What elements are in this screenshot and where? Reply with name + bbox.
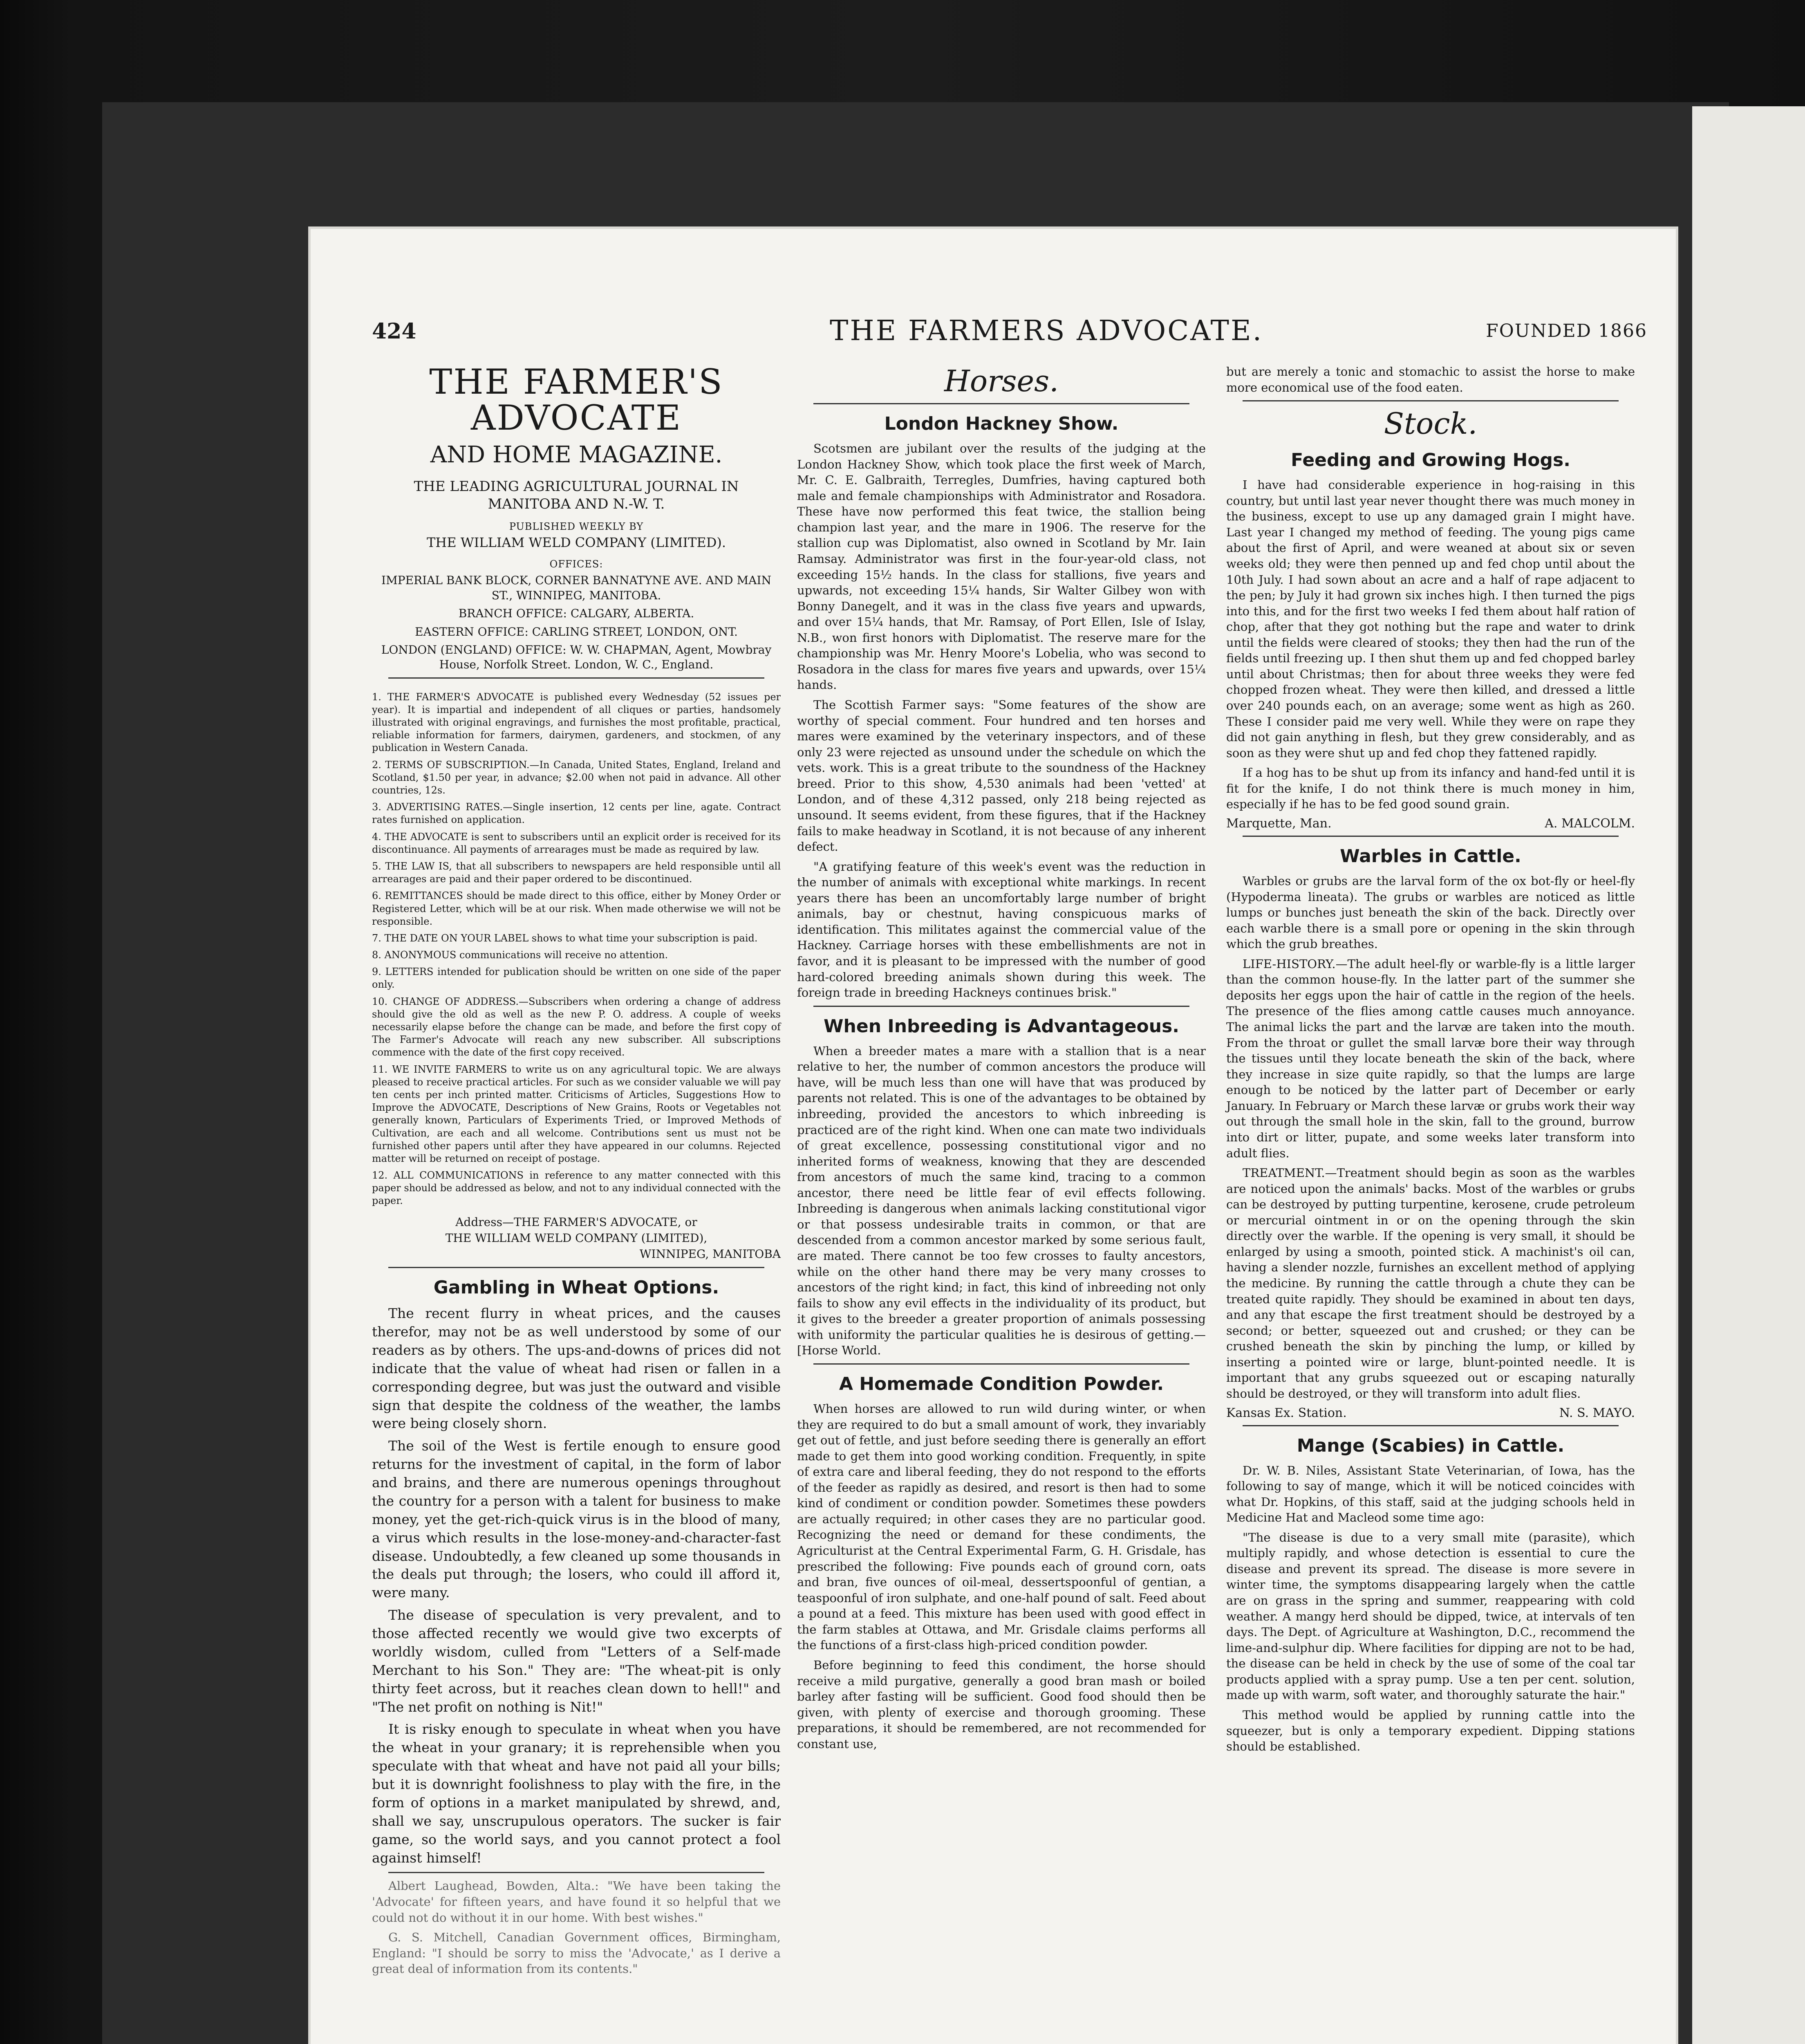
article-title: London Hackney Show. xyxy=(884,413,1119,434)
article-paragraph: Dr. W. B. Niles, Assistant State Veterinarian, of Iowa, has the following to say of mange, which it will be noticed coincides with what Dr. Hopkins, of this staff, said at the judging schools held in Medicine Hat and Macleod some time ago: xyxy=(1226,1463,1635,1525)
signature xyxy=(1226,816,1635,831)
article-title: Mange (Scabies) in Cattle. xyxy=(1297,1435,1565,1456)
address-line: Address—THE FARMER'S ADVOCATE, or xyxy=(455,1215,697,1229)
published-by: PUBLISHED WEEKLY BY xyxy=(509,521,644,533)
newspaper-page xyxy=(311,229,1676,2044)
adjacent-page-edge xyxy=(1692,106,1805,2044)
divider xyxy=(813,403,1189,404)
article-paragraph: Before beginning to feed this condiment, the horse should receive a mild purgative, generally a good bran mash or boiled barley after fasting will be sufficient. Good food should then be given, with plenty of exercise and thorough grooming. These preparations, it should be remembered, are not recommended for constant use, xyxy=(797,1658,1206,1751)
publisher: THE WILLIAM WELD COMPANY (LIMITED). xyxy=(426,535,726,551)
article-paragraph: I have had considerable experience in hog-raising in this country, but until last year never thought there was much money in the business, except to use up any damaged grain I might have. Last year I changed my method of feeding. The young pigs came about the first of April, and were weaned at about six or seven weeks old; they were then penned up and fed chop until about the 10th July. I had sown about an acre and a half of rape adjacent to the pen; by July it had grown six inches high. I then turned the pigs into this, and for the first two weeks I fed them about half ration of chop, after that they got nothing but the rape and water to drink until the fields were cleared of stooks; they then had the run of the fields until freezing up. I then shut them up and fed chopped barley until about Christmas; then for about three weeks they were fed chopped frozen wheat. They were then killed, and dressed a little over 240 pounds each, on an average; some went as high as 260. These I consider paid me very well. While they were on rape they did not gain anything in flesh, but they grew considerably, and as soon as they were shut up and fed chop they fattened rapidly. xyxy=(1226,478,1635,760)
article-paragraph: LIFE-HISTORY.—The adult heel-fly or warble-fly is a little larger than the common house-fly. In the latter part of the summer she deposits her eggs upon the hair of cattle in the region of the heels. The presence of the flies among cattle causes much annoyance. The animal licks the part and the larvæ are taken into the mouth. From the throat or gullet the small larvæ bore their way through the tissues until they locate beneath the skin of the back, where they increase in size quite rapidly, so that the lumps are large enough to be noticed by the latter part of December or early January. In February or March these larvæ or grubs work their way out through the small hole in the skin, fall to the ground, burrow into dirt or litter, pupate, and some weeks later transform into adult flies. xyxy=(1226,957,1635,1160)
divider xyxy=(388,1267,764,1268)
page-number: 424 xyxy=(372,319,417,344)
notice-item: 8. ANONYMOUS communications will receive no attention. xyxy=(372,949,668,961)
notice-item: 11. WE INVITE FARMERS to write us on any agricultural topic. We are always pleased to receive practical articles. For such as we consider valuable we will pay ten cents per inch printed matter. Criticisms of Articles, Suggestions How to Improve the ADVOCATE, Descriptions of New Grains, Roots or Vegetables not generally known, Particulars of Experiments Tried, or Improved Methods of Cultivation, are each and all welcome. Contributions sent us must not be furnished other papers until after they have appeared in our columns. Rejected matter will be returned on receipt of postage. xyxy=(372,1063,781,1164)
divider xyxy=(813,1363,1189,1365)
section-heading-horses: Horses. xyxy=(944,364,1059,398)
address-block xyxy=(372,1214,781,1262)
continued-text: but are merely a tonic and stomachic to assist the horse to make more economical use of the food eaten. xyxy=(1226,365,1635,394)
reader-letter: G. S. Mitchell, Canadian Government offices, Birmingham, England: "I should be sorry to miss the 'Advocate,' as I derive a great deal of information from its contents." xyxy=(372,1930,781,1976)
article-paragraph: This method would be applied by running cattle into the squeezer, but is only a temporary expedient. Dipping stations should be established. xyxy=(1226,1708,1635,1754)
signature xyxy=(1226,1406,1635,1420)
divider xyxy=(1243,400,1619,401)
article-paragraph: TREATMENT.—Treatment should begin as soon as the warbles are noticed upon the animals' backs. Most of the warbles or grubs can be destroyed by putting turpentine, kerosene, crude petroleum or mercurial ointment in or on the opening through the skin directly over the warble. If the opening is very small, it should be enlarged by using a smooth, pointed stick. A machinist's oil can, having a slender nozzle, furnishes an excellent method of applying the medicine. By running the cattle through a chute they can be treated quite rapidly. They should be examined in about ten days, and any that escape the first treatment should be destroyed by a second; or better, squeezed out and crushed; or they can be crushed beneath the skin by pinching the lump, or killed by inserting a pointed wire or large, blunt-pointed needle. It is important that any grubs squeezed out or escaping naturally should be destroyed, or they will transform into adult flies. xyxy=(1226,1166,1635,1401)
article-title: Warbles in Cattle. xyxy=(1340,845,1521,867)
section-heading-stock: Stock. xyxy=(1384,406,1478,441)
address-line: WINNIPEG, MANITOBA xyxy=(639,1247,781,1261)
article-title: Gambling in Wheat Options. xyxy=(433,1277,719,1298)
article-paragraph: Scotsmen are jubilant over the results of the judging at the London Hackney Show, which took place the first week of March, Mr. C. E. Galbraith, Terregles, Dumfries, having captured both male and female championships with Administrator and Rosadora. These have now performed this feat twice, the stallion being champion last year, and the mare in 1906. The reserve for the stallion cup was Diplomatist, also owned in Scotland by Mr. Iain Ramsay. Administrator was first in the four-year-old class, not exceeding 15½ hands. In the class for stallions, five years and upwards, not exceeding 15¼ hands, Sir Walter Gilbey won with Bonny Danegelt, and it was in the class five years and upwards, and over 15¼ hands, that Mr. Ramsay, of Port Ellen, Isle of Islay, N.B., won first honors with Diplomatist. The reserve mare for the championship was Mr. Henry Moore's Lobelia, who was second to Rosadora in the class for mares five years and upwards, over 15¼ hands. xyxy=(797,442,1206,692)
masthead-subtitle: AND HOME MAGAZINE. xyxy=(430,442,723,468)
divider xyxy=(388,1872,764,1873)
notice-item: 7. THE DATE ON YOUR LABEL shows to what time your subscription is paid. xyxy=(372,932,758,944)
page-header xyxy=(372,315,1647,352)
divider xyxy=(1243,836,1619,837)
notice-list xyxy=(372,691,781,1208)
column-1 xyxy=(372,364,781,1981)
column-3 xyxy=(1226,364,1635,1759)
reader-letter: Albert Laughead, Bowden, Alta.: "We have been taking the 'Advocate' for fifteen years, and have found it so helpful that we could not do without it in our home. With best wishes." xyxy=(372,1879,781,1925)
london-office: LONDON (ENGLAND) OFFICE: W. W. CHAPMAN, Agent, Mowbray House, Norfolk Street. London, W. C., England. xyxy=(381,643,772,672)
divider xyxy=(388,677,764,679)
divider xyxy=(813,1006,1189,1007)
notice-item: 5. THE LAW IS, that all subscribers to newspapers are held responsible until all arrearages are paid and their paper ordered to be discontinued. xyxy=(372,860,781,885)
notice-item: 2. TERMS OF SUBSCRIPTION.—In Canada, United States, England, Ireland and Scotland, $1.50 per year, in advance; $2.00 when not paid in advance. All other countries, 12s. xyxy=(372,759,781,796)
signature-place: Kansas Ex. Station. xyxy=(1226,1405,1347,1420)
notice-item: 9. LETTERS intended for publication should be written on one side of the paper only. xyxy=(372,966,781,991)
running-title: THE FARMERS ADVOCATE. xyxy=(830,315,1263,347)
article-paragraph: If a hog has to be shut up from its infancy and hand-fed until it is fit for the knife, I do not think there is much money in him, especially if he has to be fed good sound grain. xyxy=(1226,766,1635,811)
notice-item: 4. THE ADVOCATE is sent to subscribers until an explicit order is received for its discontinuance. All payments of arrearages must be made as required by law. xyxy=(372,831,781,855)
notice-item: 1. THE FARMER'S ADVOCATE is published every Wednesday (52 issues per year). It is impartial and independent of all cliques or parties, handsomely illustrated with original engravings, and furnishes the most profitable, practical, reliable information for farmers, dairymen, gardeners, and stockmen, of any publication in Western Canada. xyxy=(372,691,781,754)
address-line: THE WILLIAM WELD COMPANY (LIMITED), xyxy=(445,1231,708,1245)
signature-place: Marquette, Man. xyxy=(1226,816,1332,831)
offices-label: OFFICES: xyxy=(549,558,603,570)
notice-item: 12. ALL COMMUNICATIONS in reference to any matter connected with this paper should be addressed as below, and not to any individual connected with the paper. xyxy=(372,1170,781,1207)
signature-name: N. S. MAYO. xyxy=(1559,1405,1635,1420)
article-paragraph: The recent flurry in wheat prices, and the causes therefor, may not be as well understood by some of our readers as by others. The ups-and-downs of prices did not indicate that the value of wheat had risen or fallen in a corresponding degree, but was just the outward and visible sign that despite the coldness of the weather, the lambs were being closely shorn. xyxy=(372,1305,781,1432)
masthead xyxy=(372,364,781,672)
divider xyxy=(1243,1425,1619,1426)
notice-item: 10. CHANGE OF ADDRESS.—Subscribers when ordering a change of address should give the old as well as the new P. O. address. A couple of weeks necessarily elapse before the change can be made, and before the first copy of The Farmer's Advocate will reach any new subscriber. All subscriptions commence with the date of the first copy received. xyxy=(372,995,781,1058)
article-title: When Inbreeding is Advantageous. xyxy=(824,1015,1179,1037)
column-2 xyxy=(797,364,1206,1756)
notice-item: 6. REMITTANCES should be made direct to this office, either by Money Order or Registered Letter, which will be at our risk. When made otherwise we will not be responsible. xyxy=(372,890,781,927)
masthead-tagline: THE LEADING AGRICULTURAL JOURNAL IN MANITOBA AND N.-W. T. xyxy=(414,478,739,512)
article-paragraph: "A gratifying feature of this week's event was the reduction in the number of animals with exceptional white markings. In recent years there has been an uncomfortably large number of bright animals, bay or chestnut, having conspicuous marks of identification. This militates against the commercial value of the Hackney. Carriage horses with these embellishments are not in favor, and it is pleasant to be impressed with the number of good hard-colored breeding animals shown during this week. The foreign trade in breeding Hackneys continues brisk." xyxy=(797,859,1206,1000)
office-main: IMPERIAL BANK BLOCK, CORNER BANNATYNE AVE. AND MAIN ST., WINNIPEG, MANITOBA. xyxy=(381,574,771,602)
article-title: A Homemade Condition Powder. xyxy=(839,1373,1164,1394)
branch-office: BRANCH OFFICE: CALGARY, ALBERTA. xyxy=(458,607,694,621)
signature-name: A. MALCOLM. xyxy=(1545,816,1635,831)
notice-item: 3. ADVERTISING RATES.—Single insertion, 12 cents per line, agate. Contract rates furnished on application. xyxy=(372,801,781,826)
article-paragraph: It is risky enough to speculate in wheat when you have the wheat in your granary; it is reprehensible when you speculate with that wheat and have not paid all your bills; but it is downright foolishness to play with the fire, in the form of options in a market manipulated by shrewd, and, shall we say, unscrupulous operators. The sucker is fair game, so the world says, and you cannot protect a fool against himself! xyxy=(372,1721,781,1866)
article-paragraph: The soil of the West is fertile enough to ensure good returns for the investment of capital, in the form of labor and brains, and there are numerous openings throughout the country for a person with a talent for business to make money, yet the get-rich-quick virus is in the blood of many, a virus which results in the lose-money-and-character-fast disease. Undoubtedly, a few cleaned up some thousands in the deals put through; the losers, who could ill afford it, were many. xyxy=(372,1438,781,1601)
article-paragraph: When a breeder mates a mare with a stallion that is a near relative to her, the number of common ancestors the produce will have, will be much less than one will have that was produced by parents not related. This is one of the advantages to be obtained by inbreeding, provided the ancestors to which inbreeding is practiced are of the right kind. When one can mate two individuals of great excellence, possessing constitutional vigor and no inherited forms of weakness, knowing that they are descended from ancestors of much the same kind, tracing to a common ancestor, there need be little fear of evil effects following. Inbreeding is dangerous when animals lacking constitutional vigor or that possess undesirable traits in common, or that are descended from a common ancestor marked by some serious fault, are mated. There cannot be too few crosses to faulty ancestors, while on the other hand there may be very many crosses to ancestors of the right kind; in fact, this kind of inbreeding not only fails to show any evil effects in the individuality of its product, but it gives to the breeder a greater proportion of animals possessing with uniformity the particular qualities he is desirous of getting.—[Horse World. xyxy=(797,1044,1206,1358)
article-title: Feeding and Growing Hogs. xyxy=(1291,450,1570,471)
article-paragraph: When horses are allowed to run wild during winter, or when they are required to do but a small amount of work, they invariably get out of fettle, and just before seeding there is generally an effort made to get them into good working condition. Frequently, in spite of extra care and liberal feeding, they do not respond to the efforts of the feeder as rapidly as desired, and resort is then had to some kind of condiment or condition powder. Sometimes these powders are actually required; in other cases they are no particular good. Recognizing the need or demand for these condiments, the Agriculturist at the Central Experimental Farm, G. H. Grisdale, has prescribed the following: Five pounds each of ground corn, oats and bran, five ounces of oil-meal, dessertspoonful of gentian, a teaspoonful of iron sulphate, and one-half pound of salt. Feed about a pound at a feed. This mixture has been used with good effect in the farm stables at Ottawa, and Mr. Grisdale claims performs all the functions of a first-class high-priced condition powder. xyxy=(797,1401,1206,1652)
article-paragraph: The disease of speculation is very prevalent, and to those affected recently we would give two excerpts of worldly wisdom, culled from "Letters of a Self-made Merchant to his Son." They are: "The wheat-pit is only thirty feet across, but it reaches clean down to hell!" and "The net profit on nothing is Nit!" xyxy=(372,1607,781,1715)
eastern-office: EASTERN OFFICE: CARLING STREET, LONDON, ONT. xyxy=(415,625,738,639)
article-paragraph: "The disease is due to a very small mite (parasite), which multiply rapidly, and whose detection is essential to cure the disease and prevent its spread. The disease is more severe in winter time, the symptoms disappearing largely when the cattle are on grass in the spring and summer, reappearing with cold weather. A mangy herd should be dipped, twice, at intervals of ten days. The Dept. of Agriculture at Washington, D.C., recommend the lime-and-sulphur dip. Where facilities for dipping are not to be had, the disease can be held in check by the use of some of the coal tar products applied with a spray pump. Use a ten per cent. solution, made up with warm, soft water, and thoroughly saturate the hair." xyxy=(1226,1530,1635,1702)
article-paragraph: The Scottish Farmer says: "Some features of the show are worthy of special comment. Four hundred and ten horses and mares were examined by the veterinary inspectors, and of these only 23 were rejected as unsound under the schedule on which the vets. work. This is a great tribute to the soundness of the Hackney breed. Prior to this show, 4,530 animals had been 'vetted' at London, and of these 4,312 passed, only 218 being rejected as unsound. It seems evident, from these figures, that if the Hackney fails to make headway in Scotland, it is not because of any inherent defect. xyxy=(797,698,1206,854)
founded-line: FOUNDED 1866 xyxy=(1486,320,1647,341)
article-paragraph: Warbles or grubs are the larval form of the ox bot-fly or heel-fly (Hypoderma lineata). The grubs or warbles are noticed as little lumps or bunches just beneath the skin of the back. Directly over each warble there is a small pore or opening in the skin through which the grub breathes. xyxy=(1226,874,1635,951)
masthead-title: THE FARMER'S ADVOCATE xyxy=(429,362,723,438)
